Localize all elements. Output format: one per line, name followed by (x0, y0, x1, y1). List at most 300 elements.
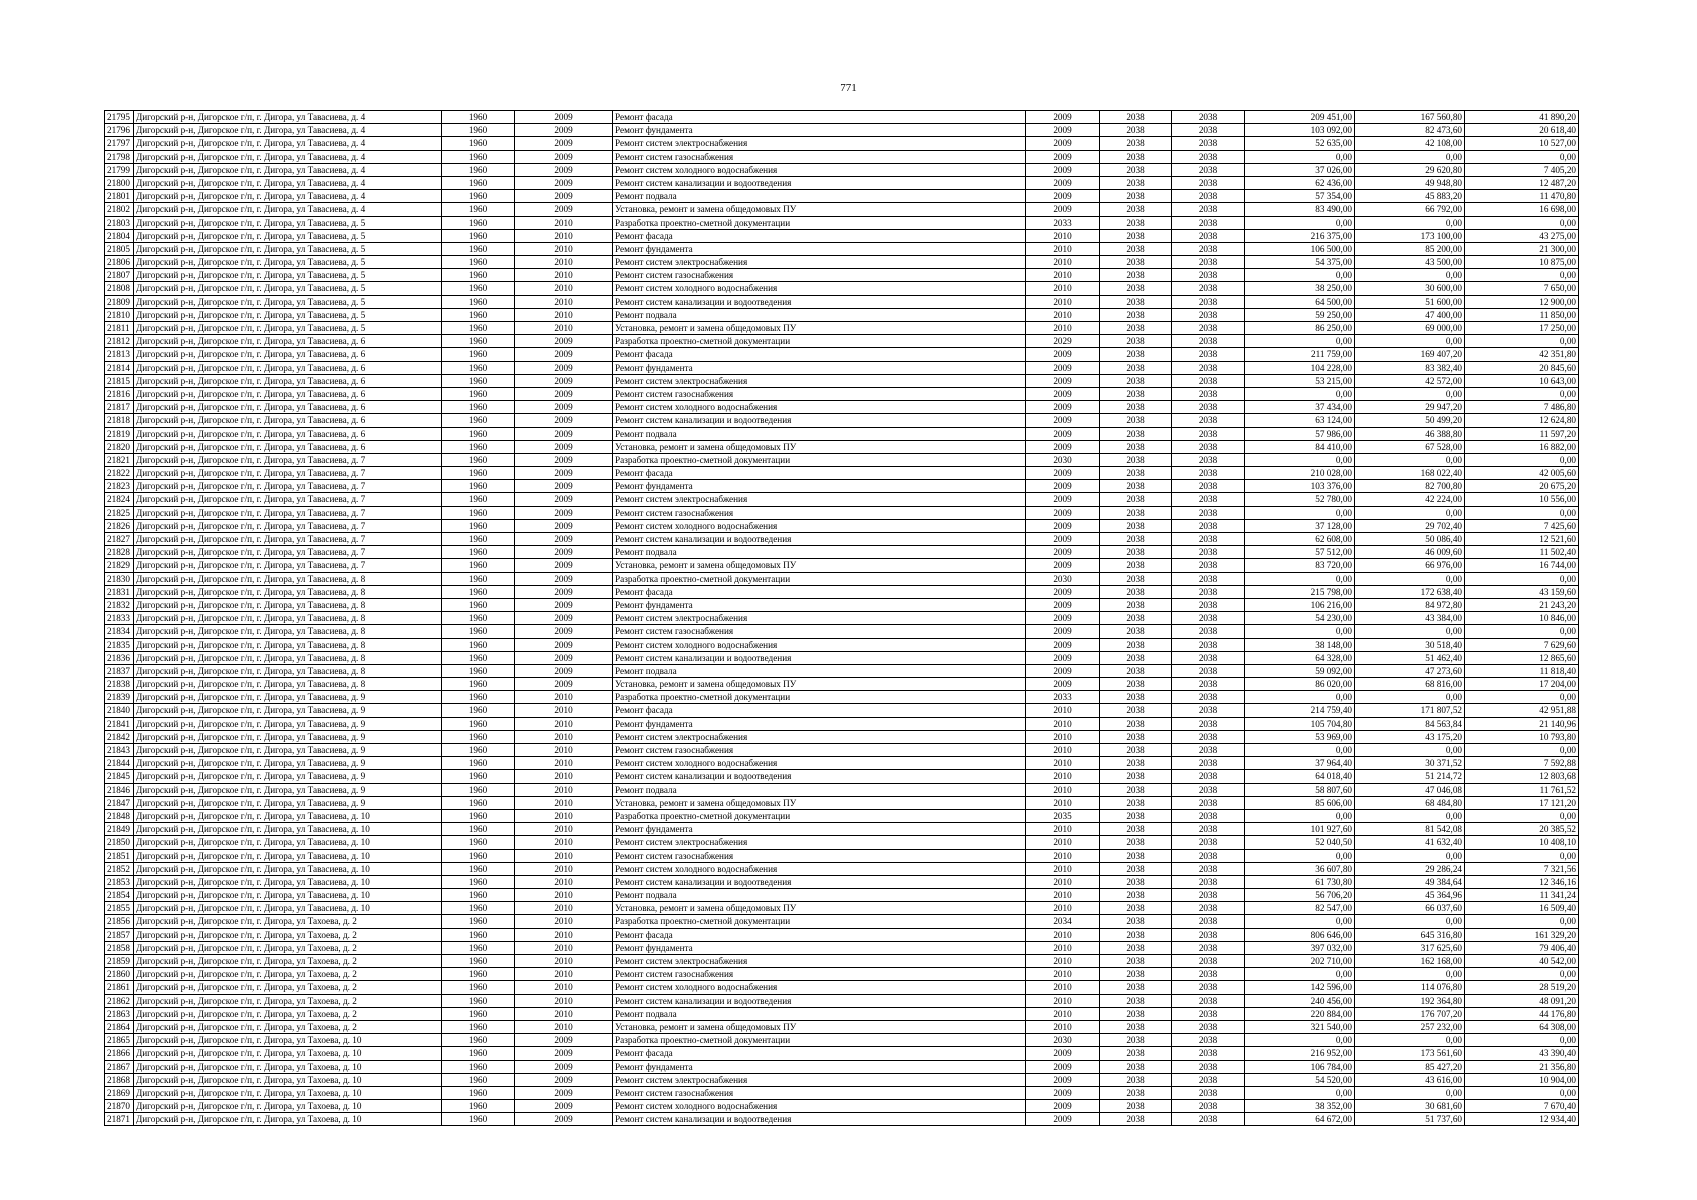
work-type-cell: Ремонт систем электроснабжения (613, 374, 1026, 387)
total-cost-cell: 397 032,00 (1245, 941, 1355, 954)
end-year-1-cell: 2038 (1100, 335, 1172, 348)
work-type-cell: Ремонт систем газоснабжения (613, 849, 1026, 862)
end-year-2-cell: 2038 (1172, 678, 1245, 691)
last-overhaul-year-cell: 2009 (515, 585, 613, 598)
owner-cost-cell: 0,00 (1465, 625, 1579, 638)
plan-year-cell: 2009 (1026, 651, 1100, 664)
owner-cost-cell: 20 618,40 (1465, 124, 1579, 137)
table-row (105, 427, 1579, 440)
plan-year-cell: 2009 (1026, 203, 1100, 216)
total-cost-cell: 0,00 (1245, 150, 1355, 163)
end-year-2-cell: 2038 (1172, 994, 1245, 1007)
build-year-cell: 1960 (442, 612, 515, 625)
fund-cost-cell: 84 972,80 (1355, 598, 1465, 611)
table-row (105, 453, 1579, 466)
owner-cost-cell: 16 744,00 (1465, 559, 1579, 572)
last-overhaul-year-cell: 2009 (515, 1047, 613, 1060)
total-cost-cell: 59 092,00 (1245, 664, 1355, 677)
total-cost-cell: 54 375,00 (1245, 256, 1355, 269)
build-year-cell: 1960 (442, 889, 515, 902)
end-year-1-cell: 2038 (1100, 1113, 1172, 1126)
build-year-cell: 1960 (442, 308, 515, 321)
last-overhaul-year-cell: 2010 (515, 783, 613, 796)
end-year-2-cell: 2038 (1172, 559, 1245, 572)
fund-cost-cell: 0,00 (1355, 269, 1465, 282)
address-cell: Дигорский р-н, Дигорское г/п, г. Дигора, ул Тавасиева, д. 6 (134, 335, 442, 348)
fund-cost-cell: 114 076,80 (1355, 981, 1465, 994)
table-row (105, 823, 1579, 836)
plan-year-cell: 2009 (1026, 348, 1100, 361)
plan-year-cell: 2010 (1026, 836, 1100, 849)
table-row (105, 598, 1579, 611)
total-cost-cell: 806 646,00 (1245, 928, 1355, 941)
row-number: 21867 (105, 1060, 134, 1073)
fund-cost-cell: 162 168,00 (1355, 955, 1465, 968)
last-overhaul-year-cell: 2009 (515, 203, 613, 216)
end-year-2-cell: 2038 (1172, 493, 1245, 506)
address-cell: Дигорский р-н, Дигорское г/п, г. Дигора, ул Тавасиева, д. 7 (134, 506, 442, 519)
last-overhaul-year-cell: 2009 (515, 176, 613, 189)
end-year-1-cell: 2038 (1100, 691, 1172, 704)
table-row (105, 1100, 1579, 1113)
table-row (105, 955, 1579, 968)
work-type-cell: Ремонт фундамента (613, 480, 1026, 493)
address-cell: Дигорский р-н, Дигорское г/п, г. Дигора, ул Тавасиева, д. 6 (134, 387, 442, 400)
last-overhaul-year-cell: 2009 (515, 440, 613, 453)
row-number: 21829 (105, 559, 134, 572)
owner-cost-cell: 12 487,20 (1465, 176, 1579, 189)
owner-cost-cell: 42 005,60 (1465, 467, 1579, 480)
table-row (105, 308, 1579, 321)
last-overhaul-year-cell: 2009 (515, 664, 613, 677)
row-number: 21856 (105, 915, 134, 928)
row-number: 21796 (105, 124, 134, 137)
row-number: 21858 (105, 941, 134, 954)
table-row (105, 638, 1579, 651)
owner-cost-cell: 0,00 (1465, 744, 1579, 757)
row-number: 21865 (105, 1034, 134, 1047)
fund-cost-cell: 0,00 (1355, 691, 1465, 704)
address-cell: Дигорский р-н, Дигорское г/п, г. Дигора, ул Тахоева, д. 2 (134, 1007, 442, 1020)
work-type-cell: Ремонт систем холодного водоснабжения (613, 638, 1026, 651)
table-row (105, 928, 1579, 941)
last-overhaul-year-cell: 2009 (515, 533, 613, 546)
end-year-2-cell: 2038 (1172, 308, 1245, 321)
end-year-1-cell: 2038 (1100, 889, 1172, 902)
end-year-2-cell: 2038 (1172, 744, 1245, 757)
plan-year-cell: 2009 (1026, 387, 1100, 400)
end-year-1-cell: 2038 (1100, 546, 1172, 559)
build-year-cell: 1960 (442, 598, 515, 611)
row-number: 21844 (105, 757, 134, 770)
work-type-cell: Ремонт систем холодного водоснабжения (613, 757, 1026, 770)
end-year-2-cell: 2038 (1172, 612, 1245, 625)
owner-cost-cell: 0,00 (1465, 1086, 1579, 1099)
end-year-1-cell: 2038 (1100, 176, 1172, 189)
row-number: 21800 (105, 176, 134, 189)
owner-cost-cell: 12 900,00 (1465, 295, 1579, 308)
plan-year-cell: 2009 (1026, 1073, 1100, 1086)
total-cost-cell: 103 376,00 (1245, 480, 1355, 493)
work-type-cell: Установка, ремонт и замена общедомовых ПУ (613, 203, 1026, 216)
last-overhaul-year-cell: 2010 (515, 849, 613, 862)
owner-cost-cell: 0,00 (1465, 572, 1579, 585)
work-type-cell: Ремонт систем канализации и водоотведения (613, 994, 1026, 1007)
build-year-cell: 1960 (442, 902, 515, 915)
end-year-1-cell: 2038 (1100, 1007, 1172, 1020)
work-type-cell: Ремонт систем газоснабжения (613, 150, 1026, 163)
end-year-2-cell: 2038 (1172, 427, 1245, 440)
row-number: 21826 (105, 519, 134, 532)
last-overhaul-year-cell: 2009 (515, 493, 613, 506)
last-overhaul-year-cell: 2010 (515, 915, 613, 928)
total-cost-cell: 215 798,00 (1245, 585, 1355, 598)
fund-cost-cell: 66 792,00 (1355, 203, 1465, 216)
total-cost-cell: 61 730,80 (1245, 875, 1355, 888)
last-overhaul-year-cell: 2010 (515, 717, 613, 730)
end-year-1-cell: 2038 (1100, 453, 1172, 466)
row-number: 21839 (105, 691, 134, 704)
total-cost-cell: 142 596,00 (1245, 981, 1355, 994)
owner-cost-cell: 0,00 (1465, 387, 1579, 400)
last-overhaul-year-cell: 2010 (515, 875, 613, 888)
address-cell: Дигорский р-н, Дигорское г/п, г. Дигора, ул Тавасиева, д. 8 (134, 625, 442, 638)
total-cost-cell: 0,00 (1245, 1034, 1355, 1047)
plan-year-cell: 2010 (1026, 889, 1100, 902)
last-overhaul-year-cell: 2009 (515, 137, 613, 150)
owner-cost-cell: 11 470,80 (1465, 190, 1579, 203)
address-cell: Дигорский р-н, Дигорское г/п, г. Дигора, ул Тахоева, д. 10 (134, 1073, 442, 1086)
address-cell: Дигорский р-н, Дигорское г/п, г. Дигора, ул Тавасиева, д. 5 (134, 308, 442, 321)
table-row (105, 730, 1579, 743)
fund-cost-cell: 29 947,20 (1355, 401, 1465, 414)
total-cost-cell: 38 148,00 (1245, 638, 1355, 651)
work-type-cell: Ремонт фасада (613, 229, 1026, 242)
work-type-cell: Ремонт систем холодного водоснабжения (613, 1100, 1026, 1113)
total-cost-cell: 106 784,00 (1245, 1060, 1355, 1073)
build-year-cell: 1960 (442, 651, 515, 664)
table-row (105, 163, 1579, 176)
total-cost-cell: 0,00 (1245, 506, 1355, 519)
total-cost-cell: 37 026,00 (1245, 163, 1355, 176)
total-cost-cell: 38 352,00 (1245, 1100, 1355, 1113)
plan-year-cell: 2009 (1026, 480, 1100, 493)
plan-year-cell: 2009 (1026, 506, 1100, 519)
build-year-cell: 1960 (442, 387, 515, 400)
table-row (105, 1073, 1579, 1086)
work-type-cell: Ремонт систем канализации и водоотведения (613, 295, 1026, 308)
address-cell: Дигорский р-н, Дигорское г/п, г. Дигора, ул Тахоева, д. 10 (134, 1100, 442, 1113)
fund-cost-cell: 50 086,40 (1355, 533, 1465, 546)
end-year-2-cell: 2038 (1172, 941, 1245, 954)
build-year-cell: 1960 (442, 809, 515, 822)
end-year-2-cell: 2038 (1172, 242, 1245, 255)
plan-year-cell: 2010 (1026, 823, 1100, 836)
end-year-2-cell: 2038 (1172, 533, 1245, 546)
owner-cost-cell: 41 890,20 (1465, 111, 1579, 124)
end-year-1-cell: 2038 (1100, 783, 1172, 796)
total-cost-cell: 36 607,80 (1245, 862, 1355, 875)
plan-year-cell: 2009 (1026, 585, 1100, 598)
address-cell: Дигорский р-н, Дигорское г/п, г. Дигора, ул Тавасиева, д. 9 (134, 730, 442, 743)
work-type-cell: Установка, ремонт и замена общедомовых ПУ (613, 440, 1026, 453)
end-year-1-cell: 2038 (1100, 348, 1172, 361)
build-year-cell: 1960 (442, 124, 515, 137)
table-row (105, 269, 1579, 282)
owner-cost-cell: 12 624,80 (1465, 414, 1579, 427)
row-number: 21817 (105, 401, 134, 414)
row-number: 21795 (105, 111, 134, 124)
row-number: 21866 (105, 1047, 134, 1060)
end-year-1-cell: 2038 (1100, 823, 1172, 836)
work-type-cell: Ремонт подвала (613, 664, 1026, 677)
owner-cost-cell: 43 159,60 (1465, 585, 1579, 598)
fund-cost-cell: 30 371,52 (1355, 757, 1465, 770)
last-overhaul-year-cell: 2009 (515, 401, 613, 414)
row-number: 21860 (105, 968, 134, 981)
row-number: 21833 (105, 612, 134, 625)
plan-year-cell: 2009 (1026, 440, 1100, 453)
owner-cost-cell: 44 176,80 (1465, 1007, 1579, 1020)
end-year-2-cell: 2038 (1172, 322, 1245, 335)
plan-year-cell: 2034 (1026, 915, 1100, 928)
owner-cost-cell: 43 390,40 (1465, 1047, 1579, 1060)
row-number: 21806 (105, 256, 134, 269)
fund-cost-cell: 42 224,00 (1355, 493, 1465, 506)
table-row (105, 783, 1579, 796)
last-overhaul-year-cell: 2009 (515, 387, 613, 400)
total-cost-cell: 37 964,40 (1245, 757, 1355, 770)
build-year-cell: 1960 (442, 137, 515, 150)
owner-cost-cell: 0,00 (1465, 968, 1579, 981)
table-row (105, 664, 1579, 677)
fund-cost-cell: 30 518,40 (1355, 638, 1465, 651)
address-cell: Дигорский р-н, Дигорское г/п, г. Дигора, ул Тавасиева, д. 5 (134, 269, 442, 282)
fund-cost-cell: 82 473,60 (1355, 124, 1465, 137)
end-year-2-cell: 2038 (1172, 783, 1245, 796)
work-type-cell: Ремонт систем электроснабжения (613, 836, 1026, 849)
build-year-cell: 1960 (442, 190, 515, 203)
owner-cost-cell: 17 250,00 (1465, 322, 1579, 335)
owner-cost-cell: 10 846,00 (1465, 612, 1579, 625)
row-number: 21798 (105, 150, 134, 163)
row-number: 21849 (105, 823, 134, 836)
build-year-cell: 1960 (442, 783, 515, 796)
work-type-cell: Ремонт систем канализации и водоотведения (613, 414, 1026, 427)
plan-year-cell: 2010 (1026, 704, 1100, 717)
fund-cost-cell: 46 388,80 (1355, 427, 1465, 440)
row-number: 21815 (105, 374, 134, 387)
last-overhaul-year-cell: 2009 (515, 1034, 613, 1047)
work-type-cell: Установка, ремонт и замена общедомовых ПУ (613, 678, 1026, 691)
build-year-cell: 1960 (442, 770, 515, 783)
owner-cost-cell: 21 300,00 (1465, 242, 1579, 255)
total-cost-cell: 0,00 (1245, 453, 1355, 466)
owner-cost-cell: 20 675,20 (1465, 480, 1579, 493)
fund-cost-cell: 0,00 (1355, 150, 1465, 163)
last-overhaul-year-cell: 2010 (515, 823, 613, 836)
plan-year-cell: 2009 (1026, 137, 1100, 150)
end-year-2-cell: 2038 (1172, 229, 1245, 242)
fund-cost-cell: 0,00 (1355, 1086, 1465, 1099)
table-row (105, 612, 1579, 625)
end-year-2-cell: 2038 (1172, 823, 1245, 836)
build-year-cell: 1960 (442, 1020, 515, 1033)
address-cell: Дигорский р-н, Дигорское г/п, г. Дигора, ул Тавасиева, д. 10 (134, 849, 442, 862)
end-year-1-cell: 2038 (1100, 1073, 1172, 1086)
plan-year-cell: 2010 (1026, 955, 1100, 968)
row-number: 21810 (105, 308, 134, 321)
table-row (105, 242, 1579, 255)
fund-cost-cell: 83 382,40 (1355, 361, 1465, 374)
fund-cost-cell: 81 542,08 (1355, 823, 1465, 836)
owner-cost-cell: 42 351,80 (1465, 348, 1579, 361)
row-number: 21802 (105, 203, 134, 216)
work-type-cell: Ремонт систем канализации и водоотведения (613, 533, 1026, 546)
build-year-cell: 1960 (442, 546, 515, 559)
total-cost-cell: 0,00 (1245, 744, 1355, 757)
work-type-cell: Разработка проектно-сметной документации (613, 809, 1026, 822)
build-year-cell: 1960 (442, 928, 515, 941)
end-year-1-cell: 2038 (1100, 875, 1172, 888)
plan-year-cell: 2010 (1026, 229, 1100, 242)
last-overhaul-year-cell: 2010 (515, 216, 613, 229)
end-year-1-cell: 2038 (1100, 638, 1172, 651)
table-row (105, 361, 1579, 374)
table-row (105, 176, 1579, 189)
work-type-cell: Ремонт подвала (613, 783, 1026, 796)
work-type-cell: Ремонт фасада (613, 585, 1026, 598)
owner-cost-cell: 11 341,24 (1465, 889, 1579, 902)
build-year-cell: 1960 (442, 506, 515, 519)
row-number: 21841 (105, 717, 134, 730)
table-row (105, 585, 1579, 598)
row-number: 21854 (105, 889, 134, 902)
end-year-2-cell: 2038 (1172, 691, 1245, 704)
work-type-cell: Установка, ремонт и замена общедомовых ПУ (613, 559, 1026, 572)
work-type-cell: Установка, ремонт и замена общедомовых ПУ (613, 322, 1026, 335)
fund-cost-cell: 49 948,80 (1355, 176, 1465, 189)
last-overhaul-year-cell: 2010 (515, 994, 613, 1007)
build-year-cell: 1960 (442, 744, 515, 757)
end-year-2-cell: 2038 (1172, 1034, 1245, 1047)
table-row (105, 770, 1579, 783)
row-number: 21813 (105, 348, 134, 361)
plan-year-cell: 2010 (1026, 730, 1100, 743)
repair-registry-table (104, 110, 1579, 1126)
table-row (105, 467, 1579, 480)
work-type-cell: Ремонт систем газоснабжения (613, 968, 1026, 981)
row-number: 21808 (105, 282, 134, 295)
end-year-1-cell: 2038 (1100, 572, 1172, 585)
build-year-cell: 1960 (442, 480, 515, 493)
work-type-cell: Ремонт фундамента (613, 598, 1026, 611)
work-type-cell: Ремонт систем холодного водоснабжения (613, 401, 1026, 414)
last-overhaul-year-cell: 2010 (515, 1007, 613, 1020)
plan-year-cell: 2009 (1026, 519, 1100, 532)
last-overhaul-year-cell: 2009 (515, 111, 613, 124)
end-year-1-cell: 2038 (1100, 796, 1172, 809)
address-cell: Дигорский р-н, Дигорское г/п, г. Дигора, ул Тавасиева, д. 7 (134, 559, 442, 572)
work-type-cell: Ремонт систем газоснабжения (613, 625, 1026, 638)
build-year-cell: 1960 (442, 849, 515, 862)
owner-cost-cell: 0,00 (1465, 506, 1579, 519)
last-overhaul-year-cell: 2009 (515, 453, 613, 466)
owner-cost-cell: 20 845,60 (1465, 361, 1579, 374)
plan-year-cell: 2009 (1026, 493, 1100, 506)
address-cell: Дигорский р-н, Дигорское г/п, г. Дигора, ул Тавасиева, д. 6 (134, 401, 442, 414)
fund-cost-cell: 46 009,60 (1355, 546, 1465, 559)
work-type-cell: Ремонт фундамента (613, 361, 1026, 374)
end-year-2-cell: 2038 (1172, 638, 1245, 651)
owner-cost-cell: 7 670,40 (1465, 1100, 1579, 1113)
row-number: 21851 (105, 849, 134, 862)
last-overhaul-year-cell: 2009 (515, 1086, 613, 1099)
last-overhaul-year-cell: 2009 (515, 427, 613, 440)
owner-cost-cell: 0,00 (1465, 691, 1579, 704)
last-overhaul-year-cell: 2010 (515, 968, 613, 981)
last-overhaul-year-cell: 2010 (515, 862, 613, 875)
end-year-1-cell: 2038 (1100, 902, 1172, 915)
fund-cost-cell: 51 214,72 (1355, 770, 1465, 783)
address-cell: Дигорский р-н, Дигорское г/п, г. Дигора, ул Тавасиева, д. 7 (134, 519, 442, 532)
end-year-2-cell: 2038 (1172, 598, 1245, 611)
last-overhaul-year-cell: 2009 (515, 163, 613, 176)
owner-cost-cell: 0,00 (1465, 150, 1579, 163)
address-cell: Дигорский р-н, Дигорское г/п, г. Дигора, ул Тавасиева, д. 4 (134, 124, 442, 137)
fund-cost-cell: 69 000,00 (1355, 322, 1465, 335)
table-row (105, 1060, 1579, 1073)
owner-cost-cell: 11 850,00 (1465, 308, 1579, 321)
build-year-cell: 1960 (442, 730, 515, 743)
row-number: 21831 (105, 585, 134, 598)
last-overhaul-year-cell: 2009 (515, 678, 613, 691)
address-cell: Дигорский р-н, Дигорское г/п, г. Дигора, ул Тавасиева, д. 6 (134, 440, 442, 453)
address-cell: Дигорский р-н, Дигорское г/п, г. Дигора, ул Тавасиева, д. 9 (134, 704, 442, 717)
table-row (105, 295, 1579, 308)
build-year-cell: 1960 (442, 533, 515, 546)
work-type-cell: Ремонт фундамента (613, 1060, 1026, 1073)
end-year-1-cell: 2038 (1100, 704, 1172, 717)
fund-cost-cell: 30 600,00 (1355, 282, 1465, 295)
address-cell: Дигорский р-н, Дигорское г/п, г. Дигора, ул Тавасиева, д. 5 (134, 242, 442, 255)
total-cost-cell: 53 215,00 (1245, 374, 1355, 387)
build-year-cell: 1960 (442, 836, 515, 849)
table-row (105, 981, 1579, 994)
last-overhaul-year-cell: 2010 (515, 229, 613, 242)
build-year-cell: 1960 (442, 678, 515, 691)
end-year-1-cell: 2038 (1100, 585, 1172, 598)
total-cost-cell: 0,00 (1245, 269, 1355, 282)
address-cell: Дигорский р-н, Дигорское г/п, г. Дигора, ул Тавасиева, д. 4 (134, 137, 442, 150)
total-cost-cell: 64 672,00 (1245, 1113, 1355, 1126)
table-row (105, 282, 1579, 295)
total-cost-cell: 82 547,00 (1245, 902, 1355, 915)
table-row (105, 1047, 1579, 1060)
build-year-cell: 1960 (442, 572, 515, 585)
total-cost-cell: 37 434,00 (1245, 401, 1355, 414)
work-type-cell: Ремонт систем канализации и водоотведения (613, 651, 1026, 664)
build-year-cell: 1960 (442, 150, 515, 163)
total-cost-cell: 0,00 (1245, 625, 1355, 638)
build-year-cell: 1960 (442, 335, 515, 348)
last-overhaul-year-cell: 2010 (515, 928, 613, 941)
end-year-2-cell: 2038 (1172, 361, 1245, 374)
end-year-2-cell: 2038 (1172, 387, 1245, 400)
end-year-1-cell: 2038 (1100, 915, 1172, 928)
last-overhaul-year-cell: 2010 (515, 730, 613, 743)
total-cost-cell: 0,00 (1245, 216, 1355, 229)
